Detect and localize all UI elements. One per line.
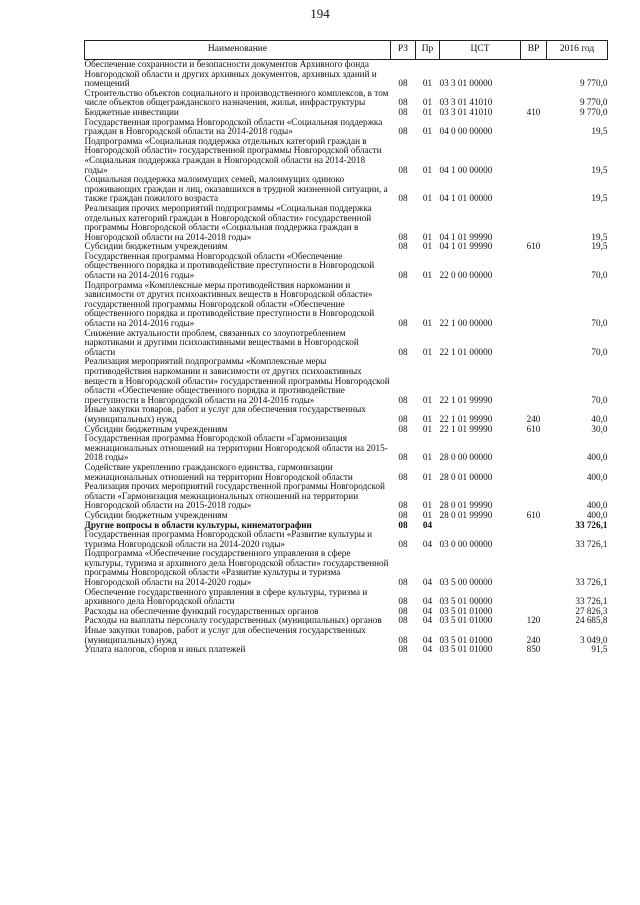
cell-rz: 08 bbox=[398, 605, 408, 616]
cell-rz: 08 bbox=[398, 519, 408, 530]
table-row bbox=[85, 626, 608, 645]
cell-amount: 19,5 bbox=[591, 126, 608, 137]
table-row bbox=[85, 588, 608, 607]
cell-amount: 27 826,3 bbox=[575, 605, 608, 616]
cell-amount: 19,5 bbox=[591, 164, 608, 175]
cell-name: Обеспечение государственного управления в сфере культуры, туризма и архивного дела Новгородской области bbox=[84, 586, 368, 607]
cell-vr: 410 bbox=[526, 106, 541, 117]
cell-vr bbox=[521, 530, 547, 549]
cell-cst: 03 5 01 00000 bbox=[439, 596, 493, 607]
cell-rz: 08 bbox=[398, 500, 408, 511]
cell-pr: 01 bbox=[422, 346, 433, 357]
cell-vr bbox=[521, 482, 547, 511]
cell-amount: 3 049,0 bbox=[579, 634, 608, 645]
cell-cst: 03 5 01 01000 bbox=[439, 605, 493, 616]
cell-vr: 240 bbox=[526, 634, 541, 645]
cell-rz: 08 bbox=[398, 193, 408, 204]
cell-cst: 03 5 01 01000 bbox=[439, 634, 493, 645]
cell-name: Социальная поддержка малоимущих семей, малоимущих одиноко проживающих граждан и лиц, оказавшихся в трудной жизненной ситуации, а также граждан пожилого возраста bbox=[84, 174, 388, 204]
cell-vr bbox=[521, 463, 547, 482]
cell-rz: 08 bbox=[398, 538, 408, 549]
cell-name: Снижение актуальности проблем, связанных со злоупотреблением наркотиками и другими психоактивными веществами в Новгородской области bbox=[84, 327, 359, 357]
cell-rz: 08 bbox=[398, 164, 408, 175]
cell-rz: 08 bbox=[398, 97, 408, 108]
table-row bbox=[85, 252, 608, 281]
cell-pr: 01 bbox=[422, 509, 433, 520]
cell-rz: 08 bbox=[398, 241, 408, 252]
column-header-rz: РЗ bbox=[391, 41, 416, 60]
cell-cst: 22 1 01 00000 bbox=[439, 346, 493, 357]
cell-cst: 04 1 01 99990 bbox=[439, 231, 493, 242]
cell-vr bbox=[521, 434, 547, 463]
table-row bbox=[85, 137, 608, 175]
cell-pr: 01 bbox=[422, 106, 433, 117]
cell-name: Подпрограмма «Комплексные меры противодействия наркомании и зависимости от других психоактивных веществ в Новгородской области» государственной программы Новгородской области «Обеспечение общественного порядка и противодействие преступности в Новгородской области на 2014-2016 годы» bbox=[84, 279, 375, 329]
cell-cst: 03 5 01 01000 bbox=[439, 615, 493, 626]
cell-vr bbox=[521, 252, 547, 281]
cell-name: Расходы на выплаты персоналу государственных (муниципальных) органов bbox=[84, 615, 382, 626]
cell-cst: 28 0 01 99990 bbox=[439, 500, 493, 511]
cell-cst: 03 5 01 01000 bbox=[439, 644, 493, 655]
cell-cst: 04 1 00 00000 bbox=[439, 164, 493, 175]
cell-vr bbox=[521, 137, 547, 175]
cell-amount: 19,5 bbox=[591, 231, 608, 242]
cell-amount: 33 726,1 bbox=[575, 577, 608, 588]
cell-pr: 01 bbox=[422, 500, 433, 511]
cell-cst: 03 3 01 00000 bbox=[439, 78, 493, 89]
cell-name: Обеспечение сохранности и безопасности документов Архивного фонда Новгородской области и других архивных документов, архивных зданий и помещений bbox=[84, 59, 377, 89]
cell-pr: 04 bbox=[422, 538, 433, 549]
cell-cst: 22 1 01 99990 bbox=[439, 394, 493, 405]
table-row bbox=[85, 645, 608, 655]
cell-amount: 30,0 bbox=[591, 423, 608, 434]
cell-amount: 9 770,0 bbox=[579, 78, 608, 89]
cell-pr: 04 bbox=[422, 596, 433, 607]
cell-rz: 08 bbox=[398, 78, 408, 89]
table-row bbox=[85, 482, 608, 511]
cell-cst: 03 3 01 41010 bbox=[439, 106, 493, 117]
cell-name: Расходы на обеспечение функций государственных органов bbox=[84, 605, 319, 616]
cell-vr bbox=[521, 521, 547, 531]
cell-pr: 01 bbox=[422, 423, 433, 434]
cell-pr: 04 bbox=[422, 615, 433, 626]
cell-name: Содействие укреплению гражданского единства, гармонизации межнациональных отношений на территории Новгородской области bbox=[84, 461, 353, 482]
cell-amount: 33 726,1 bbox=[575, 538, 608, 549]
table-body bbox=[85, 60, 608, 655]
cell-amount: 400,0 bbox=[586, 452, 608, 463]
cell-vr: 850 bbox=[526, 644, 541, 655]
table-row bbox=[85, 357, 608, 405]
cell-amount: 400,0 bbox=[586, 471, 608, 482]
cell-name: Иные закупки товаров, работ и услуг для обеспечения государственных (муниципальных) нужд bbox=[84, 625, 366, 645]
cell-pr: 01 bbox=[422, 270, 433, 281]
cell-vr bbox=[521, 281, 547, 329]
column-header-pr: Пр bbox=[416, 41, 440, 60]
cell-amount: 91,5 bbox=[591, 644, 608, 655]
cell-vr bbox=[521, 357, 547, 405]
cell-rz: 08 bbox=[398, 423, 408, 434]
table-row bbox=[85, 463, 608, 482]
column-header-cst: ЦСТ bbox=[440, 41, 521, 60]
cell-rz: 08 bbox=[398, 452, 408, 463]
cell-amount: 9 770,0 bbox=[579, 106, 608, 117]
cell-pr: 04 bbox=[422, 519, 433, 530]
table-header bbox=[85, 41, 608, 60]
table-row bbox=[85, 549, 608, 587]
cell-vr bbox=[521, 588, 547, 607]
page-number: 194 bbox=[310, 6, 330, 21]
cell-vr bbox=[521, 89, 547, 108]
cell-rz: 08 bbox=[398, 596, 408, 607]
cell-vr bbox=[521, 118, 547, 137]
cell-amount: 70,0 bbox=[591, 394, 608, 405]
cell-cst: 22 1 01 99990 bbox=[439, 423, 493, 434]
cell-rz: 08 bbox=[398, 634, 408, 645]
cell-name: Субсидии бюджетным учреждениям bbox=[84, 241, 228, 252]
table-row bbox=[85, 175, 608, 204]
cell-pr: 01 bbox=[422, 78, 433, 89]
cell-name: Субсидии бюджетным учреждениям bbox=[84, 509, 228, 520]
cell-name: Субсидии бюджетным учреждениям bbox=[84, 423, 228, 434]
cell-name: Иные закупки товаров, работ и услуг для обеспечения государственных (муниципальных) нужд bbox=[84, 404, 366, 424]
cell-rz: 08 bbox=[398, 615, 408, 626]
cell-amount: 9 770,0 bbox=[579, 97, 608, 108]
cell-pr: 01 bbox=[422, 241, 433, 252]
cell-rz: 08 bbox=[398, 413, 408, 424]
cell-pr: 04 bbox=[422, 644, 433, 655]
table-row bbox=[85, 281, 608, 329]
cell-vr bbox=[521, 175, 547, 204]
table-row bbox=[85, 434, 608, 463]
cell-rz: 08 bbox=[398, 106, 408, 117]
cell-name: Подпрограмма «Социальная поддержка отдельных категорий граждан в Новгородской области» государственной программы Новгородской области «Социальная поддержка граждан в Новгородской области на 2014-2018 годы» bbox=[84, 135, 382, 175]
cell-pr: 04 bbox=[422, 605, 433, 616]
cell-rz: 08 bbox=[398, 318, 408, 329]
cell-rz: 08 bbox=[398, 346, 408, 357]
cell-cst: 04 1 01 00000 bbox=[439, 193, 493, 204]
cell-cst: 28 0 01 00000 bbox=[439, 471, 493, 482]
cell-amount: 24 685,8 bbox=[575, 615, 608, 626]
cell-name: Уплата налогов, сборов и иных платежей bbox=[84, 644, 246, 655]
cell-name: Государственная программа Новгородской области «Гармонизация межнациональных отношений на территории Новгородской области на 2015-2018 годы» bbox=[84, 433, 388, 463]
cell-cst: 22 1 00 00000 bbox=[439, 318, 493, 329]
cell-cst: 04 1 01 99990 bbox=[439, 241, 493, 252]
cell-amount: 19,5 bbox=[591, 193, 608, 204]
cell-amount: 19,5 bbox=[591, 241, 608, 252]
cell-pr: 01 bbox=[422, 126, 433, 137]
cell-pr: 04 bbox=[422, 577, 433, 588]
cell-cst: 03 0 00 00000 bbox=[439, 538, 493, 549]
cell-amount: 400,0 bbox=[586, 500, 608, 511]
cell-amount: 70,0 bbox=[591, 318, 608, 329]
cell-rz: 08 bbox=[398, 126, 408, 137]
cell-cst: 28 0 00 00000 bbox=[439, 452, 493, 463]
cell-pr: 01 bbox=[422, 164, 433, 175]
cell-cst: 04 0 00 00000 bbox=[439, 126, 493, 137]
column-header-year: 2016 год bbox=[547, 41, 608, 60]
cell-name: Государственная программа Новгородской области «Обеспечение общественного порядка и противодействие преступности в Новгородской области на 2014-2016 годы» bbox=[84, 250, 375, 281]
cell-amount: 400,0 bbox=[586, 509, 608, 520]
cell-vr: 610 bbox=[526, 241, 541, 252]
cell-pr: 01 bbox=[422, 394, 433, 405]
column-header-name: Наименование bbox=[85, 41, 391, 60]
cell-pr: 01 bbox=[422, 318, 433, 329]
cell-cst: 28 0 01 99990 bbox=[439, 509, 493, 520]
cell-pr: 04 bbox=[422, 634, 433, 645]
table-row bbox=[85, 118, 608, 137]
cell-pr: 01 bbox=[422, 452, 433, 463]
cell-vr bbox=[521, 204, 547, 242]
cell-pr: 01 bbox=[422, 193, 433, 204]
cell-cst: 03 5 00 00000 bbox=[439, 577, 493, 588]
cell-amount: 33 726,1 bbox=[575, 519, 608, 530]
cell-name: Подпрограмма «Обеспечение государственного управления в сфере культуры, туризма и архивного дела Новгородской области» государственной программы Новгородской области «Развитие культуры и туризма Новгородской области на 2014-2020 годы» bbox=[84, 548, 389, 588]
table-row bbox=[85, 329, 608, 358]
cell-pr: 01 bbox=[422, 97, 433, 108]
table-row bbox=[85, 405, 608, 424]
cell-rz: 08 bbox=[398, 577, 408, 588]
table-row bbox=[85, 60, 608, 89]
column-header-vr: ВР bbox=[521, 41, 547, 60]
cell-vr bbox=[521, 60, 547, 89]
cell-rz: 08 bbox=[398, 270, 408, 281]
cell-pr: 01 bbox=[422, 471, 433, 482]
cell-amount: 70,0 bbox=[591, 346, 608, 357]
cell-pr: 01 bbox=[422, 231, 433, 242]
cell-name: Реализация мероприятий подпрограммы «Комплексные меры противодействия наркомании и зависимости от других психоактивных веществ в Новгородской области» государственной программы Новгородской области «Обеспечение общественного порядка и противодействие преступности в Новгородской области на 2014-2016 годы» bbox=[84, 356, 390, 405]
cell-amount: 40,0 bbox=[591, 413, 608, 424]
budget-table bbox=[84, 40, 608, 655]
table-row bbox=[85, 89, 608, 108]
cell-vr: 120 bbox=[526, 615, 541, 626]
cell-amount: 70,0 bbox=[591, 270, 608, 281]
cell-cst bbox=[440, 521, 521, 531]
cell-name: Реализация прочих мероприятий подпрограммы «Социальная поддержка отдельных категорий граждан в Новгородской области» государственной программы Новгородской области «Социальная поддержка граждан в Новгородской области на 2014-2018 годы» bbox=[84, 202, 372, 242]
cell-name: Другие вопросы в области культуры, кинематографии bbox=[84, 519, 312, 530]
cell-rz: 08 bbox=[398, 471, 408, 482]
cell-cst: 22 1 01 99990 bbox=[439, 413, 493, 424]
cell-rz: 08 bbox=[398, 509, 408, 520]
cell-name: Бюджетные инвестиции bbox=[84, 106, 179, 117]
cell-amount: 33 726,1 bbox=[575, 596, 608, 607]
cell-rz: 08 bbox=[398, 231, 408, 242]
cell-rz: 08 bbox=[398, 644, 408, 655]
cell-cst: 03 3 01 41010 bbox=[439, 97, 493, 108]
cell-vr bbox=[521, 549, 547, 587]
cell-pr: 01 bbox=[422, 413, 433, 424]
cell-name: Государственная программа Новгородской области «Развитие культуры и туризма Новгородской области на 2014-2020 годы» bbox=[84, 529, 373, 549]
cell-vr: 610 bbox=[526, 509, 541, 520]
cell-name: Государственная программа Новгородской области «Социальная поддержка граждан в Новгородской области на 2014-2018 годы» bbox=[84, 116, 383, 137]
cell-cst: 22 0 00 00000 bbox=[439, 270, 493, 281]
cell-vr: 610 bbox=[526, 423, 541, 434]
cell-name: Строительство объектов социального и производственного комплексов, в том числе объектов общегражданского назначения, жилья, инфраструктуры bbox=[84, 87, 389, 108]
cell-rz: 08 bbox=[398, 394, 408, 405]
cell-vr bbox=[521, 329, 547, 358]
table-row bbox=[85, 530, 608, 549]
cell-vr: 240 bbox=[526, 413, 541, 424]
cell-name: Реализация прочих мероприятий государственной программы Новгородской области «Гармонизация межнациональных отношений на территории Новгородской области на 2015-2018 годы» bbox=[84, 481, 385, 511]
table-row bbox=[85, 204, 608, 242]
